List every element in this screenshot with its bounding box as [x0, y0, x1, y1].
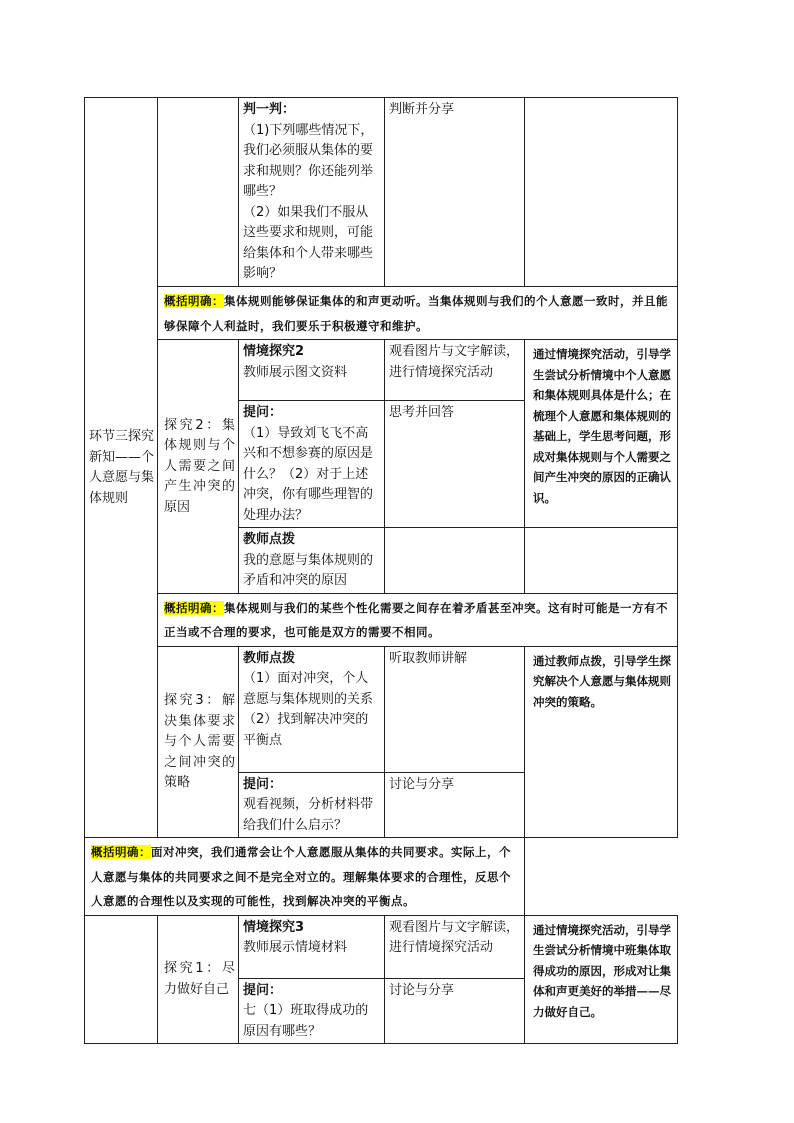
inquiry2-guide-student-cell: [385, 528, 525, 594]
inquiry3-guide-row: [85, 646, 678, 772]
inquiry2-design: 通过情境探究活动，引导学生尝试分析情境中个人意愿和集体规则具体是什么；在梳理个人意愿和集体规则的基础上，学生思考问题，形成对集体规则与个人需要之间产生冲突的原因的正确认识。: [533, 347, 671, 505]
inquiry3-question-student: 讨论与分享: [389, 776, 455, 792]
judge-student-cell: [385, 98, 525, 287]
stage-label: 环节三探究新知——个人意愿与集体规则: [89, 429, 155, 506]
inquiry2-scenario-row: [85, 340, 678, 401]
inquiry3-guide-student: 听取教师讲解: [389, 650, 468, 666]
inquiry3-guide-cell: [239, 646, 385, 772]
inquiry2-guide-text: 我的意愿与集体规则的矛盾和冲突的原因: [243, 552, 374, 588]
inquiry3-guide-title: 教师点拨: [243, 650, 296, 666]
judge-question-2: （2）如果我们不服从这些要求和规则，可能给集体和个人带来哪些影响？: [243, 204, 374, 281]
summary-tag-2: 概括明确：: [164, 600, 224, 615]
judge-title: 判一判：: [243, 102, 296, 117]
summary-row-3: [85, 838, 678, 916]
summary-cell-1: [158, 287, 678, 340]
inquiry1-scenario-row: [85, 915, 678, 978]
inquiry2-question-title: 提问：: [243, 405, 283, 420]
inquiry1-scenario-text: 教师展示情境材料: [243, 940, 348, 955]
inquiry2-guide-cell: [239, 528, 385, 594]
inquiry2-scenario-student: 观看图片与文字解读，进行情境探究活动: [389, 344, 520, 380]
inquiry2-label-cell: [158, 340, 239, 594]
inquiry3-guide-2: （2）找到解决冲突的平衡点: [243, 712, 369, 748]
inquiry1-scenario-title: 情境探究3: [243, 919, 305, 935]
inquiry2-question-cell: [239, 401, 385, 528]
inquiry1-question-student: 讨论与分享: [389, 982, 455, 998]
judge-question-1: （1)下列哪些情况下，我们必须服从集体的要求和规则？你还能列举哪些？: [243, 122, 374, 199]
summary-text-1: 集体规则能够保证集体的和声更动听。当集体规则与我们的个人意愿一致时，并且能够保障个人利益时，我们要乐于积极遵守和维护。: [164, 294, 668, 333]
summary-text-2: 集体规则与我们的某些个性化需要之间存在着矛盾甚至冲突。这有时可能是一方有不正当或不合理的要求，也可能是双方的需要不相同。: [164, 600, 668, 639]
inquiry3-guide-1: （1）面对冲突，个人意愿与集体规则的关系: [243, 671, 374, 707]
inquiry2-scenario-text: 教师展示图文资料: [243, 364, 348, 380]
inquiry1-question-cell: [239, 978, 385, 1044]
lesson-plan-table: [84, 97, 678, 1044]
inquiry1-question-text: 七（1）班取得成功的原因有哪些？: [243, 1003, 369, 1039]
judge-student-activity: 判断并分享: [389, 102, 455, 117]
inquiry3-label-cell: [158, 646, 239, 838]
inquiry1-scenario-student: 观看图片与文字解读，进行情境探究活动: [389, 919, 520, 955]
inquiry3-label: 探究3：解决集体要求与个人需要之间冲突的策略: [164, 693, 235, 790]
inquiry2-scenario-student-cell: [385, 340, 525, 401]
inquiry3-design: 通过教师点拨，引导学生探究解决个人意愿与集体规则冲突的策略。: [533, 653, 671, 709]
inquiry2-question-student-cell: [385, 401, 525, 528]
summary-cell-3: [85, 838, 525, 916]
inquiry3-question-cell: [239, 772, 385, 838]
stage-blank-cell: [85, 915, 158, 1044]
judge-design-cell: [525, 98, 678, 287]
judge-activity-cell: [239, 98, 385, 287]
inquiry2-label: 探究2：集体规则与个人需要之间产生冲突的原因: [164, 417, 235, 515]
inquiry2-scenario-title: 情境探究2: [243, 344, 305, 359]
inquiry3-design-cell: [525, 646, 678, 838]
inquiry1-label-cell: [158, 915, 239, 1044]
inquiry1-question-title: 提问：: [243, 982, 283, 998]
inquiry1-label: 探究1：尽力做好自己: [164, 961, 235, 997]
inquiry1-scenario-cell: [239, 915, 385, 978]
blank-inquiry-cell: [158, 98, 239, 287]
inquiry3-question-title: 提问：: [243, 776, 283, 792]
inquiry2-design-cell: [525, 340, 678, 528]
inquiry2-guide-title: 教师点拨: [243, 532, 296, 547]
inquiry2-question-student: 思考并回答: [389, 405, 455, 420]
inquiry3-question-text: 观看视频，分析材料带给我们什么启示？: [243, 797, 374, 833]
summary-text-3: 面对冲突，我们通常会让个人意愿服从集体的共同要求。实际上，个人意愿与集体的共同要求之间不是完全对立的。理解集体要求的合理性，反思个人意愿的合理性以及实现的可能性，找到解决冲突的平衡点。: [91, 845, 511, 908]
summary-tag-3: 概括明确：: [91, 845, 151, 859]
stage-cell: [85, 98, 158, 838]
judge-row: [85, 98, 678, 287]
inquiry3-guide-student-cell: [385, 646, 525, 772]
summary-tag-1: 概括明确：: [164, 294, 224, 308]
summary-cell-2: [158, 593, 678, 646]
inquiry2-scenario-cell: [239, 340, 385, 401]
inquiry1-design-cell: [525, 915, 678, 1044]
inquiry1-scenario-student-cell: [385, 915, 525, 978]
inquiry1-design: 通过情境探究活动，引导学生尝试分析情境中班集体取得成功的原因，形成对让集体和声更美好的举措——尽力做好自己。: [533, 922, 671, 1019]
inquiry3-question-student-cell: [385, 772, 525, 838]
inquiry2-question-text: （1）导致刘飞飞不高兴和不想参赛的原因是什么？（2）对于上述冲突，你有哪些理智的处理办法？: [243, 425, 374, 523]
inquiry2-guide-design-cell: [525, 528, 678, 594]
summary-row-1: [85, 287, 678, 340]
inquiry1-question-student-cell: [385, 978, 525, 1044]
summary-row-2: [85, 593, 678, 646]
